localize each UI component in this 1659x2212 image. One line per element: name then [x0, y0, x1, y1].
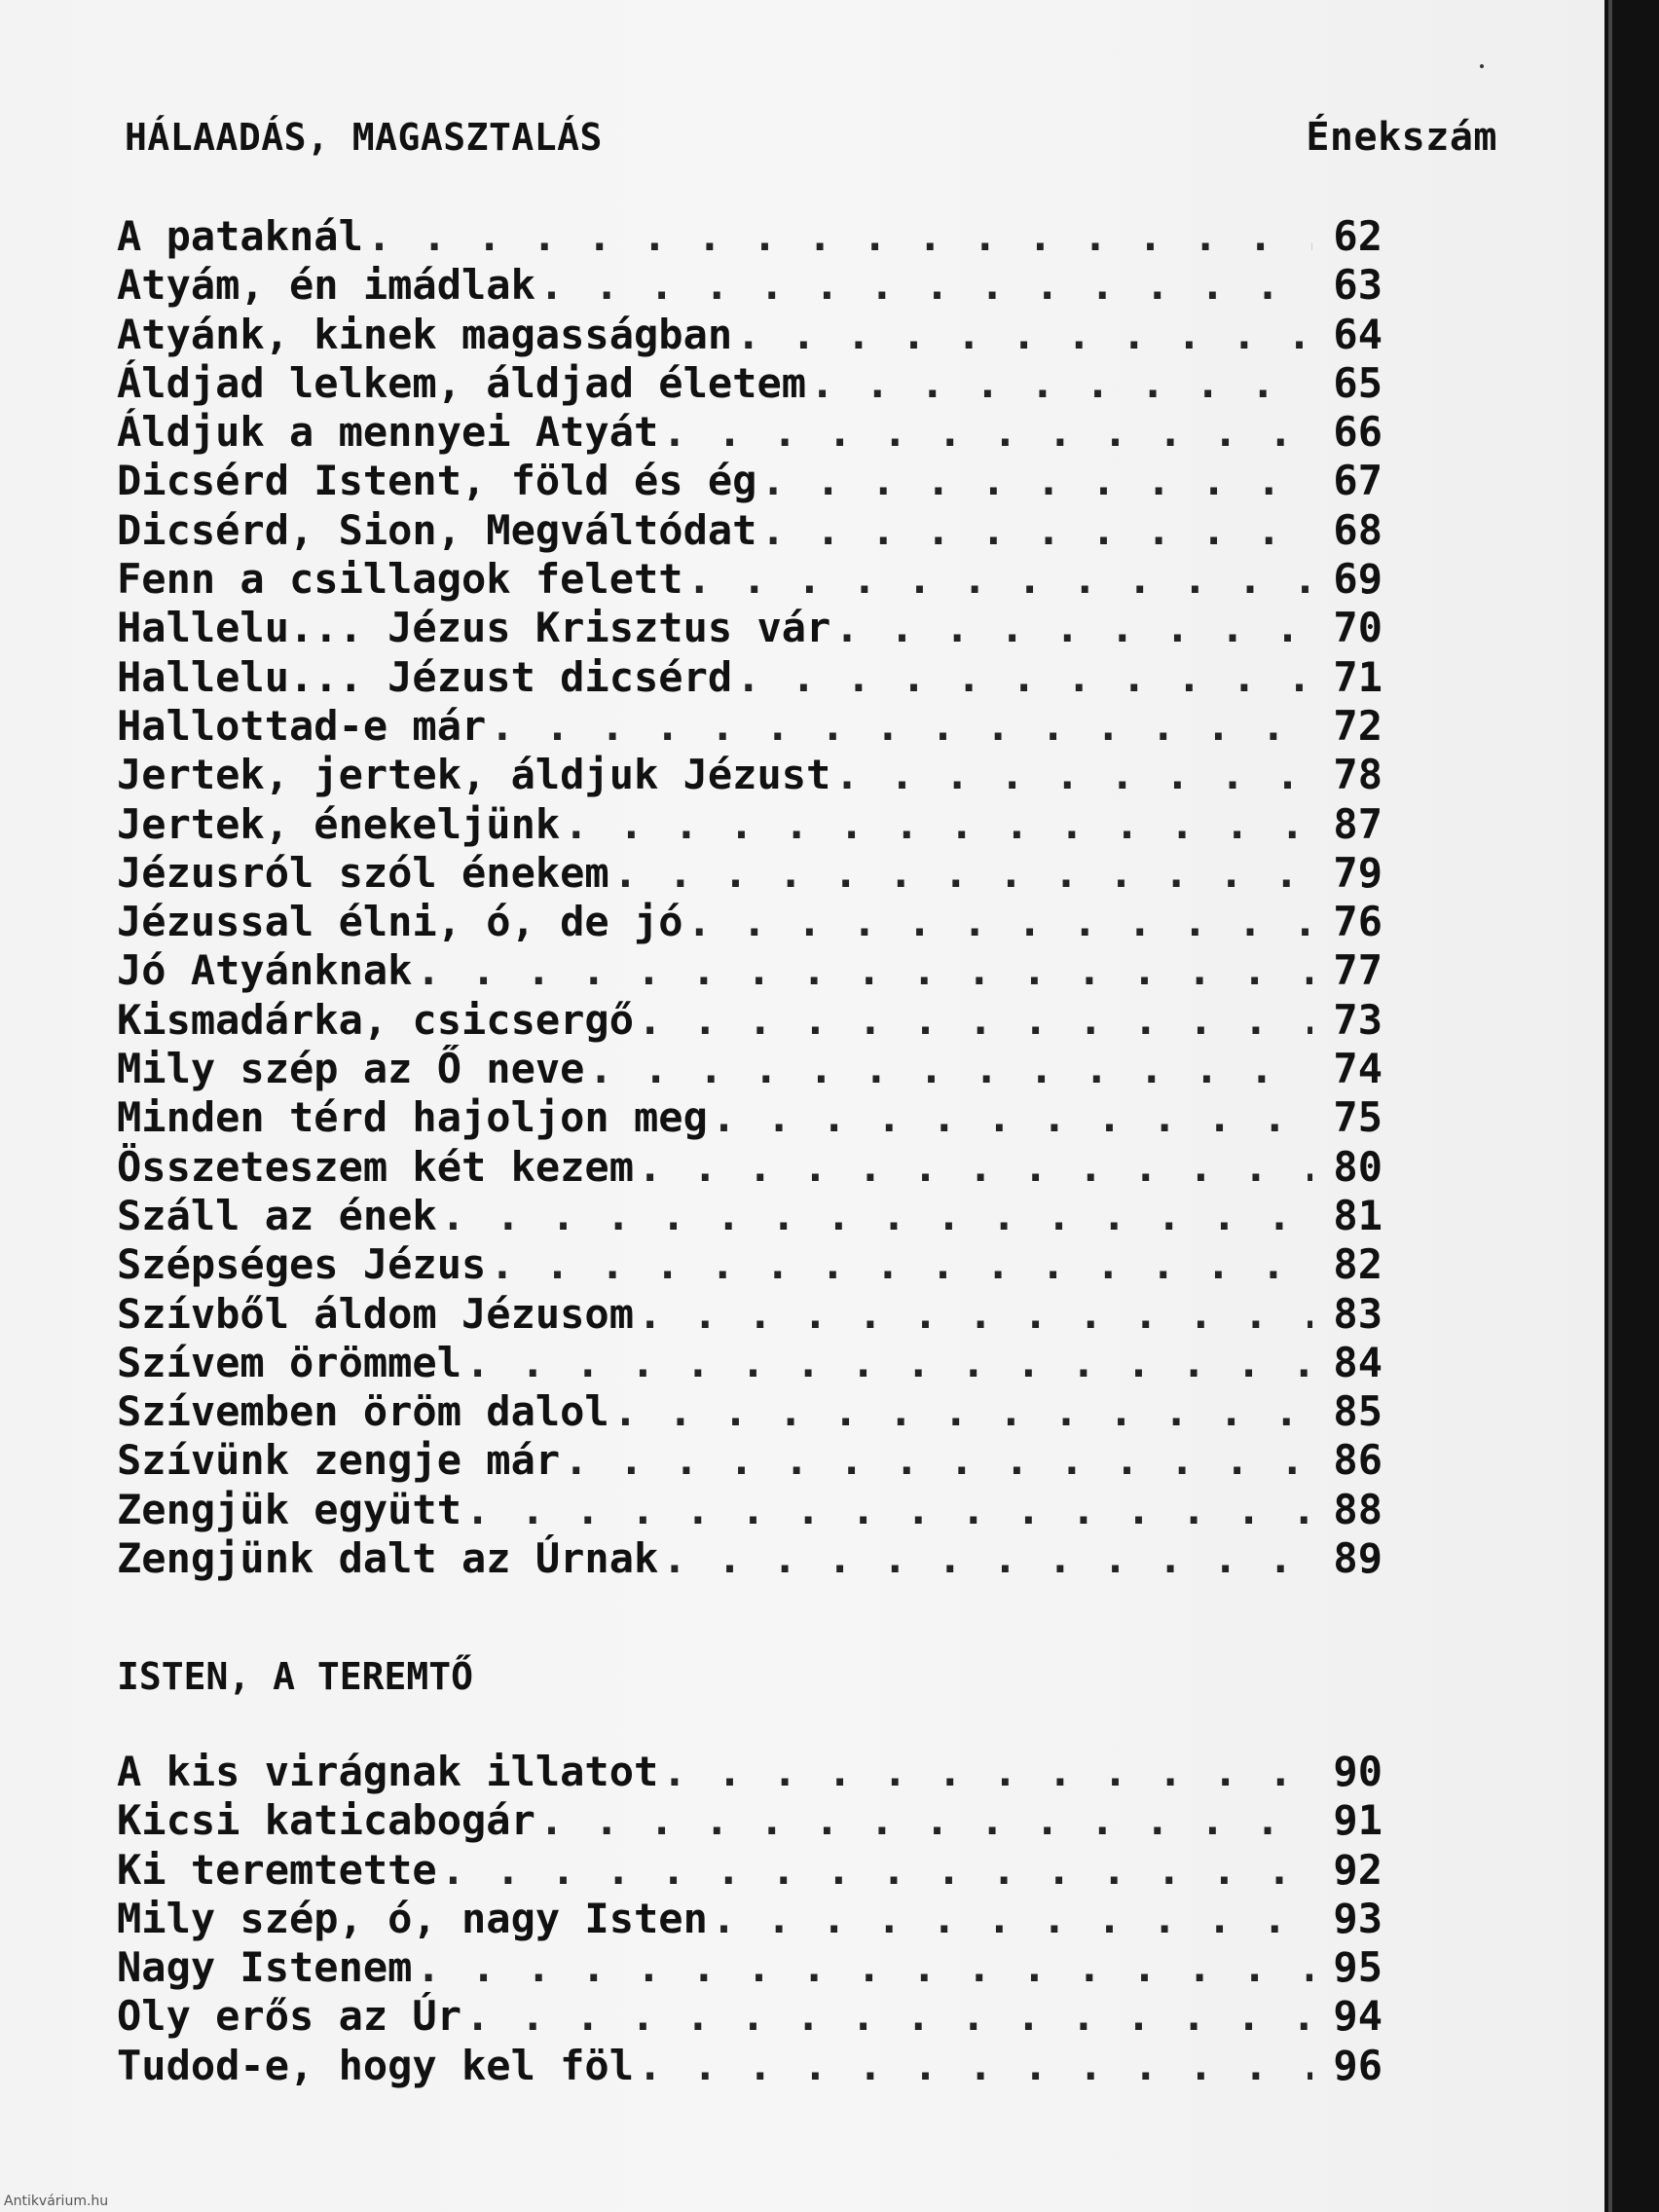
dot-leader [638, 1143, 1312, 1192]
entry-number: 90 [1333, 1748, 1382, 1795]
toc-entry [117, 898, 1382, 946]
toc-entry [117, 2042, 1382, 2090]
dot-leader [465, 1992, 1312, 2041]
toc-entry [117, 311, 1382, 359]
dot-leader [712, 1895, 1312, 1943]
toc-entry [117, 506, 1382, 555]
toc-entry [117, 555, 1382, 604]
entry-number: 70 [1333, 604, 1382, 652]
dot-leader [465, 1339, 1312, 1387]
dot-leader [416, 946, 1312, 995]
entry-number: 74 [1333, 1045, 1382, 1093]
entry-title: Áldjuk a mennyei Atyát [117, 408, 659, 457]
entry-number: 87 [1333, 799, 1382, 848]
toc-entry [117, 1534, 1382, 1583]
entry-number: 96 [1333, 2041, 1382, 2089]
toc-entry [117, 261, 1382, 310]
toc-entry [117, 604, 1382, 652]
dot-leader [638, 996, 1312, 1045]
dot-leader [441, 1192, 1312, 1240]
entry-title: Szépséges Jézus [117, 1240, 487, 1289]
entry-number: 64 [1333, 310, 1382, 358]
toc-entry [117, 457, 1382, 505]
entry-title: Jertek, jertek, áldjuk Jézust [117, 751, 831, 799]
book-edge-highlight [1608, 0, 1612, 2212]
entry-title: Szívem örömmel [117, 1338, 462, 1386]
dot-leader [687, 898, 1312, 946]
section-header [125, 115, 1497, 160]
entry-title: Tudod-e, hogy kel föl [117, 2041, 635, 2089]
entry-title: Mily szép az Ő neve [117, 1045, 585, 1093]
entry-title: Ki teremtette [117, 1845, 437, 1894]
entry-number: 94 [1333, 1992, 1382, 2041]
dot-leader [564, 800, 1312, 849]
entry-title: Jézussal élni, ó, de jó [117, 898, 683, 946]
entry-number: 93 [1333, 1894, 1382, 1942]
dot-leader [613, 849, 1312, 898]
dot-leader [760, 457, 1312, 505]
song-list-creator [117, 1748, 1382, 2090]
entry-title: Nagy Istenem [117, 1943, 413, 1992]
toc-entry [117, 849, 1382, 898]
section-title-creator: ISTEN, A TEREMTŐ [117, 1655, 474, 1698]
entry-number: 69 [1333, 555, 1382, 604]
dot-leader [810, 359, 1312, 408]
dot-leader [662, 1534, 1312, 1583]
entry-number: 92 [1333, 1845, 1382, 1894]
toc-entry [117, 1748, 1382, 1796]
entry-number: 73 [1333, 995, 1382, 1044]
entry-number: 85 [1333, 1387, 1382, 1436]
song-list-praise [117, 212, 1382, 1583]
toc-entry [117, 359, 1382, 408]
dot-leader [539, 261, 1312, 310]
entry-title: Összeteszem két kezem [117, 1142, 635, 1191]
toc-entry [117, 1796, 1382, 1845]
dot-leader [539, 1796, 1312, 1845]
dot-leader [834, 751, 1312, 799]
toc-entry [117, 212, 1382, 261]
entry-number: 66 [1333, 408, 1382, 457]
entry-title: Kismadárka, csicsergő [117, 995, 635, 1044]
entry-title: Jézusról szól énekem [117, 848, 609, 897]
entry-number: 89 [1333, 1534, 1382, 1583]
toc-entry [117, 1192, 1382, 1240]
entry-number: 81 [1333, 1191, 1382, 1239]
dot-leader [736, 311, 1312, 359]
print-speck [1480, 64, 1484, 68]
entry-title: Jó Atyánknak [117, 946, 413, 995]
toc-entry [117, 1943, 1382, 1992]
entry-number: 67 [1333, 457, 1382, 505]
entry-number: 78 [1333, 751, 1382, 799]
book-edge [1604, 0, 1659, 2212]
entry-title: Jertek, énekeljünk [117, 799, 561, 848]
toc-entry [117, 946, 1382, 995]
dot-leader [712, 1093, 1312, 1142]
toc-entry [117, 1240, 1382, 1289]
entry-title: Oly erős az Úr [117, 1992, 462, 2041]
entry-title: Szívemben öröm dalol [117, 1387, 609, 1436]
dot-leader [613, 1387, 1312, 1436]
dot-leader [441, 1846, 1312, 1895]
watermark: Antikvárium.hu [4, 2194, 109, 2209]
entry-number: 76 [1333, 898, 1382, 946]
dot-leader [834, 604, 1312, 652]
toc-entry [117, 408, 1382, 457]
entry-title: Hallelu... Jézust dicsérd [117, 652, 733, 701]
entry-title: Dicsérd Istent, föld és ég [117, 457, 757, 505]
entry-title: Zengjünk dalt az Úrnak [117, 1534, 659, 1583]
entry-number: 71 [1333, 652, 1382, 701]
entry-title: A pataknál [117, 212, 363, 260]
toc-entry [117, 1846, 1382, 1895]
dot-leader [662, 408, 1312, 457]
entry-number: 83 [1333, 1289, 1382, 1338]
dot-leader [638, 2042, 1312, 2090]
entry-title: A kis virágnak illatot [117, 1748, 659, 1795]
entry-title: Zengjük együtt [117, 1485, 462, 1533]
entry-title: Szívünk zengje már [117, 1436, 561, 1485]
entry-number: 75 [1333, 1093, 1382, 1142]
toc-entry [117, 1339, 1382, 1387]
dot-leader [662, 1748, 1312, 1796]
entry-number: 82 [1333, 1240, 1382, 1289]
dot-leader [490, 702, 1312, 751]
toc-entry [117, 1045, 1382, 1093]
entry-number: 77 [1333, 946, 1382, 995]
entry-title: Áldjad lelkem, áldjad életem [117, 358, 807, 407]
toc-entry [117, 653, 1382, 702]
toc-entry [117, 1992, 1382, 2041]
dot-leader [367, 212, 1312, 261]
toc-entry [117, 1895, 1382, 1943]
entry-title: Hallelu... Jézus Krisztus vár [117, 604, 831, 652]
dot-leader [465, 1486, 1312, 1534]
entry-number: 80 [1333, 1142, 1382, 1191]
column-label: Énekszám [1306, 115, 1497, 160]
toc-entry [117, 751, 1382, 799]
toc-entry [117, 1486, 1382, 1534]
entry-number: 84 [1333, 1338, 1382, 1386]
dot-leader [736, 653, 1312, 702]
entry-title: Mily szép, ó, nagy Isten [117, 1894, 708, 1942]
toc-entry [117, 800, 1382, 849]
entry-title: Dicsérd, Sion, Megváltódat [117, 505, 757, 554]
toc-entry [117, 1436, 1382, 1485]
dot-leader [588, 1045, 1312, 1093]
entry-number: 68 [1333, 505, 1382, 554]
entry-number: 79 [1333, 848, 1382, 897]
dot-leader [638, 1290, 1312, 1339]
entry-title: Kicsi katicabogár [117, 1796, 535, 1845]
entry-number: 65 [1333, 358, 1382, 407]
entry-number: 72 [1333, 701, 1382, 750]
entry-title: Minden térd hajoljon meg [117, 1093, 708, 1142]
dot-leader [760, 506, 1312, 555]
entry-title: Száll az ének [117, 1191, 437, 1239]
entry-number: 91 [1333, 1796, 1382, 1845]
toc-entry [117, 1143, 1382, 1192]
entry-number: 86 [1333, 1436, 1382, 1485]
toc-entry [117, 1093, 1382, 1142]
section-title: HÁLAADÁS, MAGASZTALÁS [125, 116, 603, 159]
entry-title: Hallottad-e már [117, 701, 487, 750]
entry-number: 63 [1333, 261, 1382, 310]
toc-entry [117, 1290, 1382, 1339]
dot-leader [687, 555, 1312, 604]
entry-title: Atyám, én imádlak [117, 261, 535, 310]
entry-title: Fenn a csillagok felett [117, 555, 683, 604]
entry-title: Atyánk, kinek magasságban [117, 310, 733, 358]
entry-number: 62 [1333, 212, 1382, 260]
toc-entry [117, 1387, 1382, 1436]
dot-leader [416, 1943, 1312, 1992]
entry-title: Szívből áldom Jézusom [117, 1289, 635, 1338]
dot-leader [490, 1240, 1312, 1289]
dot-leader [564, 1436, 1312, 1485]
toc-entry [117, 996, 1382, 1045]
toc-entry [117, 702, 1382, 751]
entry-number: 95 [1333, 1943, 1382, 1992]
entry-number: 88 [1333, 1485, 1382, 1533]
